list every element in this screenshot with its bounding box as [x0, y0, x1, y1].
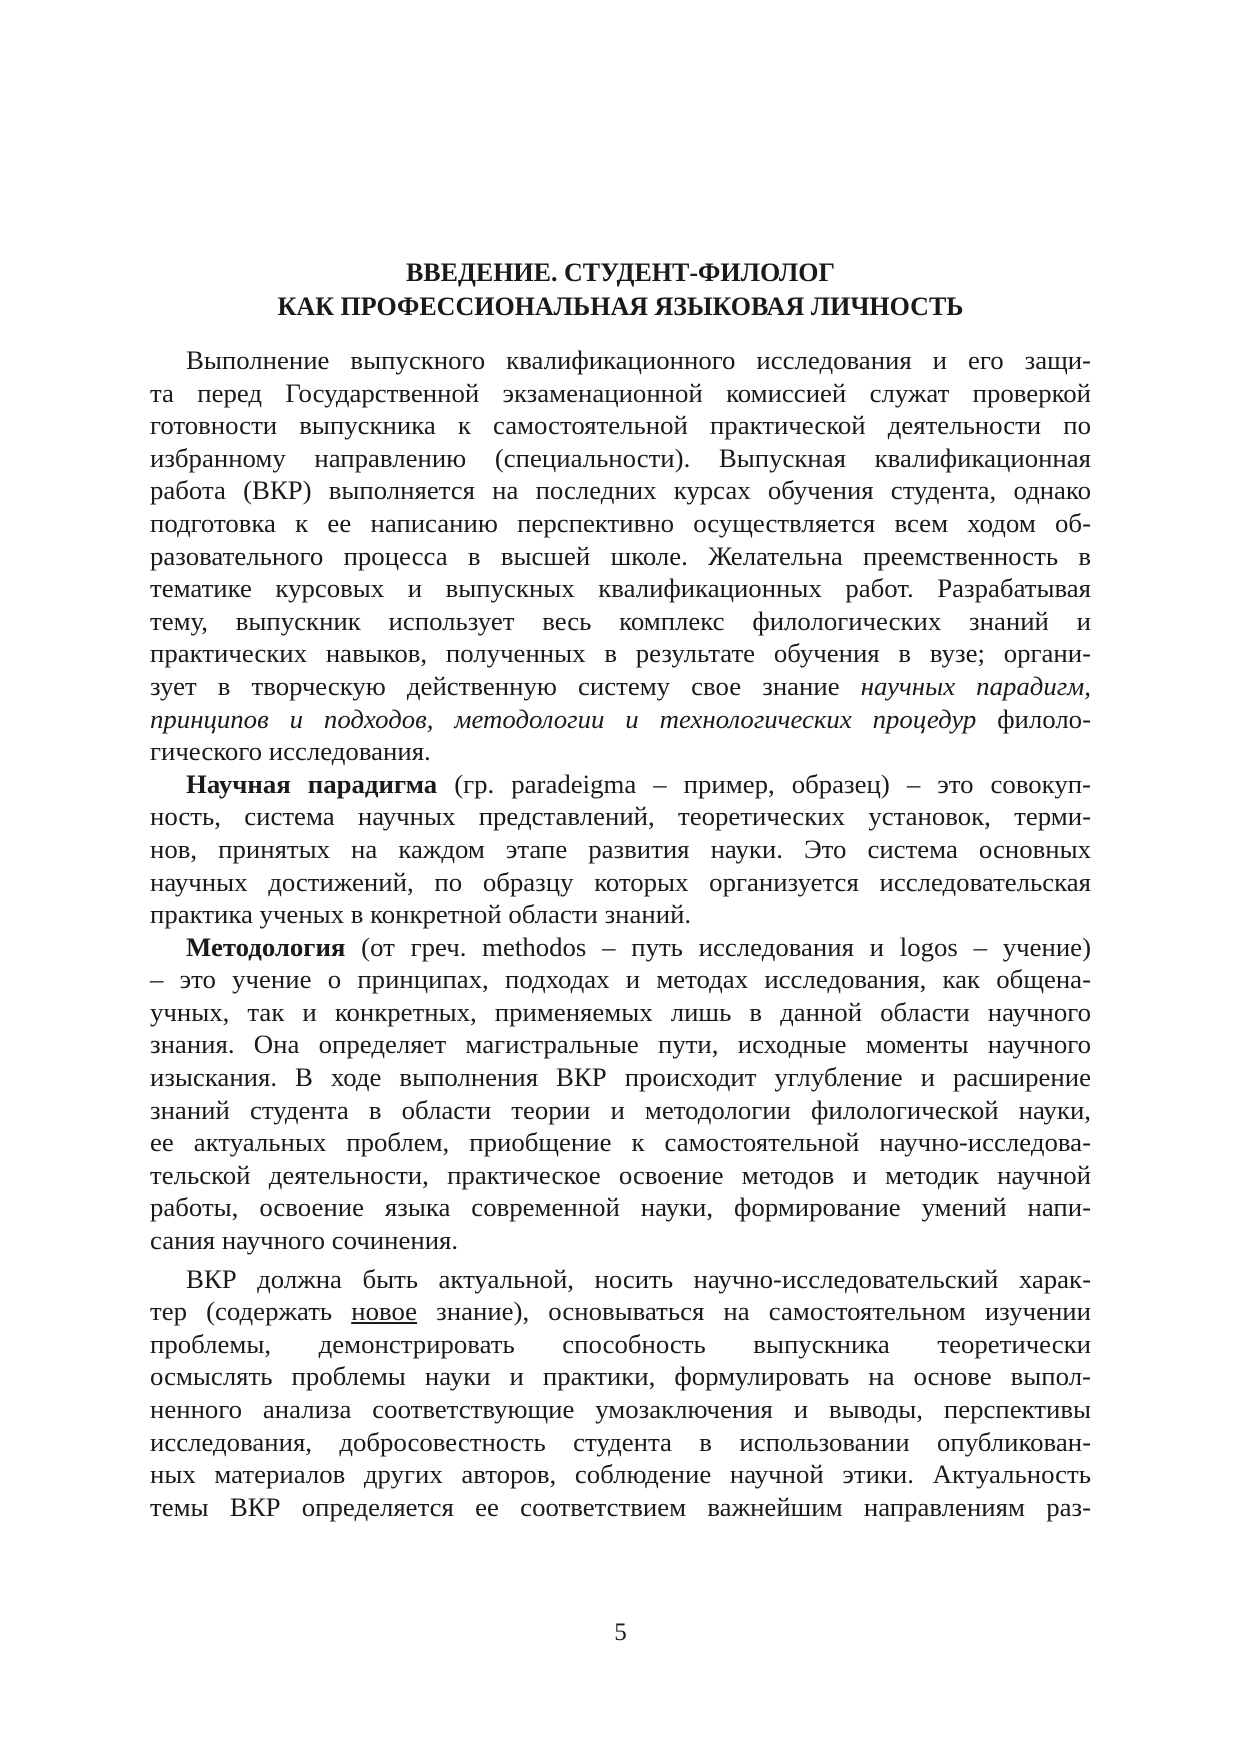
text-line: готовности выпускника к самостоятельной практической деятельности по	[150, 410, 1091, 441]
text-run: зует в творческую действенную систему свое знание	[150, 670, 861, 701]
text-line: ВКР должна быть актуальной, носить научно-исследовательский харак-	[186, 1263, 1091, 1294]
text-line: знаний студента в области теории и методологии филологической науки,	[150, 1094, 1091, 1125]
bold-term: Методология	[186, 931, 346, 962]
text-line: ных материалов других авторов, соблюдение научной этики. Актуальность	[150, 1459, 1091, 1490]
text-line: тельской деятельности, практическое освоение методов и методик научной	[150, 1159, 1091, 1190]
underlined-word: новое	[351, 1296, 418, 1327]
text-line: та перед Государственной экзаменационной комиссией служат проверкой	[150, 377, 1091, 408]
text-run: (гр. paradeigma – пример, образец) – это совокуп-	[437, 768, 1091, 799]
text-line	[150, 703, 1091, 736]
text-line	[150, 670, 1091, 703]
text-line: ее актуальных проблем, приобщение к самостоятельной научно-исследова-	[150, 1127, 1091, 1158]
text-line: учных, так и конкретных, применяемых лишь в данной области научного	[150, 996, 1091, 1027]
text-line: нов, принятых на каждом этапе развития науки. Это система основных	[150, 833, 1091, 864]
text-line: подготовка к ее написанию перспективно осуществляется всем ходом об-	[150, 507, 1091, 538]
text-line	[150, 1295, 1091, 1328]
text-line: темы ВКР определяется ее соответствием важнейшим направлениям раз-	[150, 1491, 1091, 1522]
text-line: – это учение о принципах, подходах и методах исследования, как общена-	[150, 964, 1091, 995]
text-line: работа (ВКР) выполняется на последних курсах обучения студента, однако	[150, 475, 1091, 506]
page-number: 5	[614, 1619, 627, 1646]
text-line: практика ученых в конкретной области знаний.	[150, 899, 692, 930]
paragraph-intro	[150, 344, 1091, 768]
text-line: научных достижений, по образцу которых организуется исследовательская	[150, 866, 1091, 897]
text-line: знания. Она определяет магистральные пути, исходные моменты научного	[150, 1029, 1091, 1060]
text-run: тер (содержать	[150, 1296, 352, 1327]
text-line: Выполнение выпускного квалификационного исследования и его защи-	[186, 345, 1091, 375]
text-line: ность, система научных представлений, теоретических установок, терми-	[150, 801, 1091, 832]
paragraph-methodology	[150, 931, 1091, 1257]
text-line	[150, 768, 1091, 801]
text-line: исследования, добросовестность студента в использовании опубликован-	[150, 1426, 1091, 1457]
text-line: сания научного сочинения.	[150, 1225, 459, 1256]
text-line: ненного анализа соответствующие умозаключения и выводы, перспективы	[150, 1394, 1091, 1424]
chapter-heading	[150, 256, 1091, 324]
text-line: тематике курсовых и выпускных квалификационных работ. Разрабатывая	[150, 573, 1091, 604]
italic-term: принципов и подходов, методологии и технологических процедур	[150, 703, 977, 734]
heading-line-1: ВВЕДЕНИЕ. СТУДЕНТ-ФИЛОЛОГ	[405, 258, 836, 287]
text-line: избранному направлению (специальности). Выпускная квалификационная	[150, 442, 1091, 473]
body-text	[150, 344, 1091, 1523]
heading-line-2: КАК ПРОФЕССИОНАЛЬНАЯ ЯЗЫКОВАЯ ЛИЧНОСТЬ	[277, 292, 964, 321]
text-line: проблемы, демонстрировать способность выпускника теоретически	[150, 1328, 1091, 1359]
text-line: разовательного процесса в высшей школе. Желательна преемственность в	[150, 540, 1091, 571]
text-line	[150, 931, 1091, 964]
paragraph-paradigm	[150, 768, 1091, 931]
bold-term: Научная парадигма	[186, 768, 438, 799]
text-line: работы, освоение языка современной науки, формирование умений напи-	[150, 1192, 1091, 1223]
text-line: практических навыков, полученных в результате обучения в вузе; органи-	[150, 638, 1091, 669]
paragraph-requirements	[150, 1263, 1091, 1524]
italic-term: научных парадигм,	[860, 670, 1091, 701]
text-run: (от греч. methodos – путь исследования и logos – учение)	[345, 931, 1091, 962]
text-line: тему, выпускник использует весь комплекс филологических знаний и	[150, 605, 1091, 636]
text-line: осмыслять проблемы науки и практики, формулировать на основе выпол-	[150, 1361, 1091, 1392]
text-run: знание), основываться на самостоятельном изучении	[417, 1296, 1091, 1327]
text-line: гического исследования.	[150, 736, 431, 767]
text-line: изыскания. В ходе выполнения ВКР происходит углубление и расширение	[150, 1062, 1091, 1093]
text-run: филоло-	[976, 703, 1092, 734]
